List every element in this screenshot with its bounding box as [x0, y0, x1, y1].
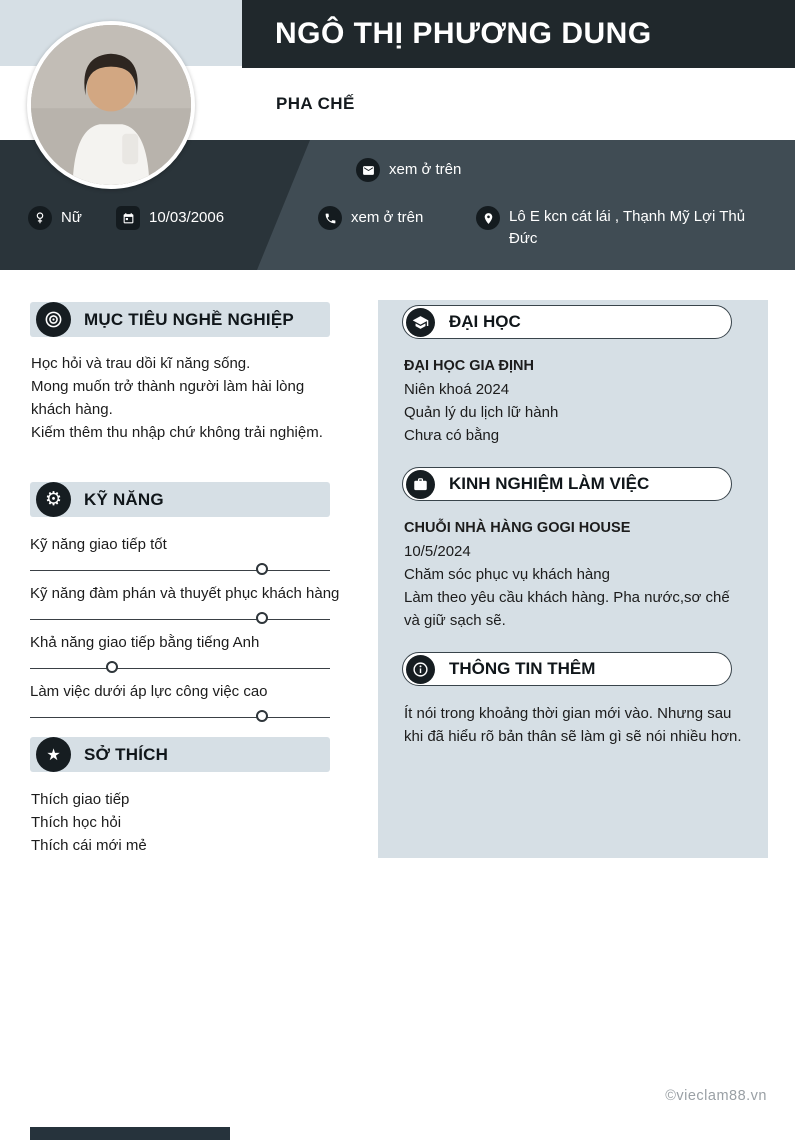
dob-value: 10/03/2006 [149, 209, 225, 226]
star-icon: ★ [36, 737, 71, 772]
hobbies-list [31, 788, 330, 857]
section-header-hobbies [30, 737, 330, 772]
calendar-icon [116, 206, 140, 230]
slider-track [30, 668, 330, 669]
education-line: Niên khoá 2024 [404, 381, 510, 398]
job-title: PHA CHẾ [276, 94, 355, 113]
contact-email [356, 158, 461, 182]
additional-body [404, 702, 746, 748]
slider-knob [256, 563, 268, 575]
contact-phone [318, 206, 423, 230]
objective-line: Mong muốn trở thành người làm hài lòng khách hàng. [31, 378, 305, 418]
left-column [30, 302, 340, 857]
skill-item [30, 632, 330, 676]
additional-info-section [378, 652, 768, 748]
info-icon [406, 655, 435, 684]
slider-knob [256, 710, 268, 722]
slider-track [30, 717, 330, 718]
watermark: ©vieclam88.vn [665, 1088, 767, 1104]
additional-heading: THÔNG TIN THÊM [449, 659, 596, 678]
section-header-skills [30, 482, 330, 517]
hobbies-heading: SỞ THÍCH [84, 745, 169, 764]
experience-line: Chăm sóc phục vụ khách hàng [404, 566, 610, 583]
objective-line: Kiếm thêm thu nhập chứ không trải nghiệm. [31, 424, 323, 441]
gear-icon: ⚙ [36, 482, 71, 517]
graduation-cap-icon [406, 308, 435, 337]
experience-body [404, 517, 746, 632]
skills-list [30, 534, 340, 725]
skills-heading: KỸ NĂNG [84, 490, 164, 509]
location-icon [476, 206, 500, 230]
right-column [378, 300, 768, 858]
skill-slider [30, 562, 330, 578]
briefcase-icon [406, 470, 435, 499]
section-header-objective [30, 302, 330, 337]
job-title-bar [242, 68, 795, 140]
skill-label: Kỹ năng giao tiếp tốt [30, 536, 167, 553]
skill-label: Làm việc dưới áp lực công việc cao [30, 683, 268, 700]
section-header-experience [402, 467, 732, 501]
phone-value: xem ở trên [351, 209, 424, 226]
skill-slider [30, 611, 330, 627]
slider-track [30, 619, 330, 620]
skill-slider [30, 709, 330, 725]
experience-section [378, 467, 768, 632]
skill-label: Khả năng giao tiếp bằng tiếng Anh [30, 634, 260, 651]
school-name: ĐẠI HỌC GIA ĐỊNH [404, 358, 534, 374]
slider-knob [256, 612, 268, 624]
objective-line: Học hỏi và trau dồi kĩ năng sống. [31, 355, 251, 372]
gender-value: Nữ [61, 209, 82, 226]
contact-dob [116, 206, 224, 230]
hobby-item: Thích giao tiếp [31, 791, 130, 808]
slider-track [30, 570, 330, 571]
email-icon [356, 158, 380, 182]
experience-line: Làm theo yêu cầu khách hàng. Pha nước,sơ chế và giữ sạch sẽ. [404, 589, 730, 629]
experience-heading: KINH NGHIỆM LÀM VIỆC [449, 474, 650, 493]
objective-heading: MỤC TIÊU NGHỀ NGHIỆP [84, 310, 294, 329]
skill-item [30, 534, 330, 578]
education-line: Chưa có bằng [404, 427, 500, 444]
slider-knob [106, 661, 118, 673]
target-icon [36, 302, 71, 337]
skill-item [30, 681, 330, 725]
full-name: NGÔ THỊ PHƯƠNG DUNG [275, 17, 652, 50]
section-header-additional [402, 652, 732, 686]
hobby-item: Thích cái mới mẻ [31, 837, 147, 854]
phone-icon [318, 206, 342, 230]
education-body [404, 355, 746, 447]
section-header-education [402, 305, 732, 339]
skill-label: Kỹ năng đàm phán và thuyết phục khách hàng [30, 585, 340, 602]
skill-slider [30, 660, 330, 676]
education-line: Quản lý du lịch lữ hành [404, 404, 559, 421]
skill-item [30, 583, 340, 627]
email-value: xem ở trên [389, 161, 462, 178]
additional-text: Ít nói trong khoảng thời gian mới vào. Nhưng sau khi đã hiểu rõ bản thân sẽ làm gì sẽ nói nhiều hơn. [404, 705, 742, 745]
contact-gender [28, 206, 82, 230]
company-name: CHUỖI NHÀ HÀNG GOGI HOUSE [404, 520, 631, 536]
objective-text [31, 352, 330, 444]
name-banner [242, 0, 795, 68]
profile-photo [27, 21, 195, 189]
experience-line: 10/5/2024 [404, 543, 471, 560]
bottom-accent-strip [30, 1127, 230, 1140]
contact-address [476, 206, 768, 250]
gender-icon [28, 206, 52, 230]
profile-photo-placeholder [31, 25, 191, 185]
education-section [378, 305, 768, 447]
address-value: Lô E kcn cát lái , Thạnh Mỹ Lợi Thủ Đức [509, 208, 746, 247]
education-heading: ĐẠI HỌC [449, 312, 521, 331]
hobby-item: Thích học hỏi [31, 814, 122, 831]
